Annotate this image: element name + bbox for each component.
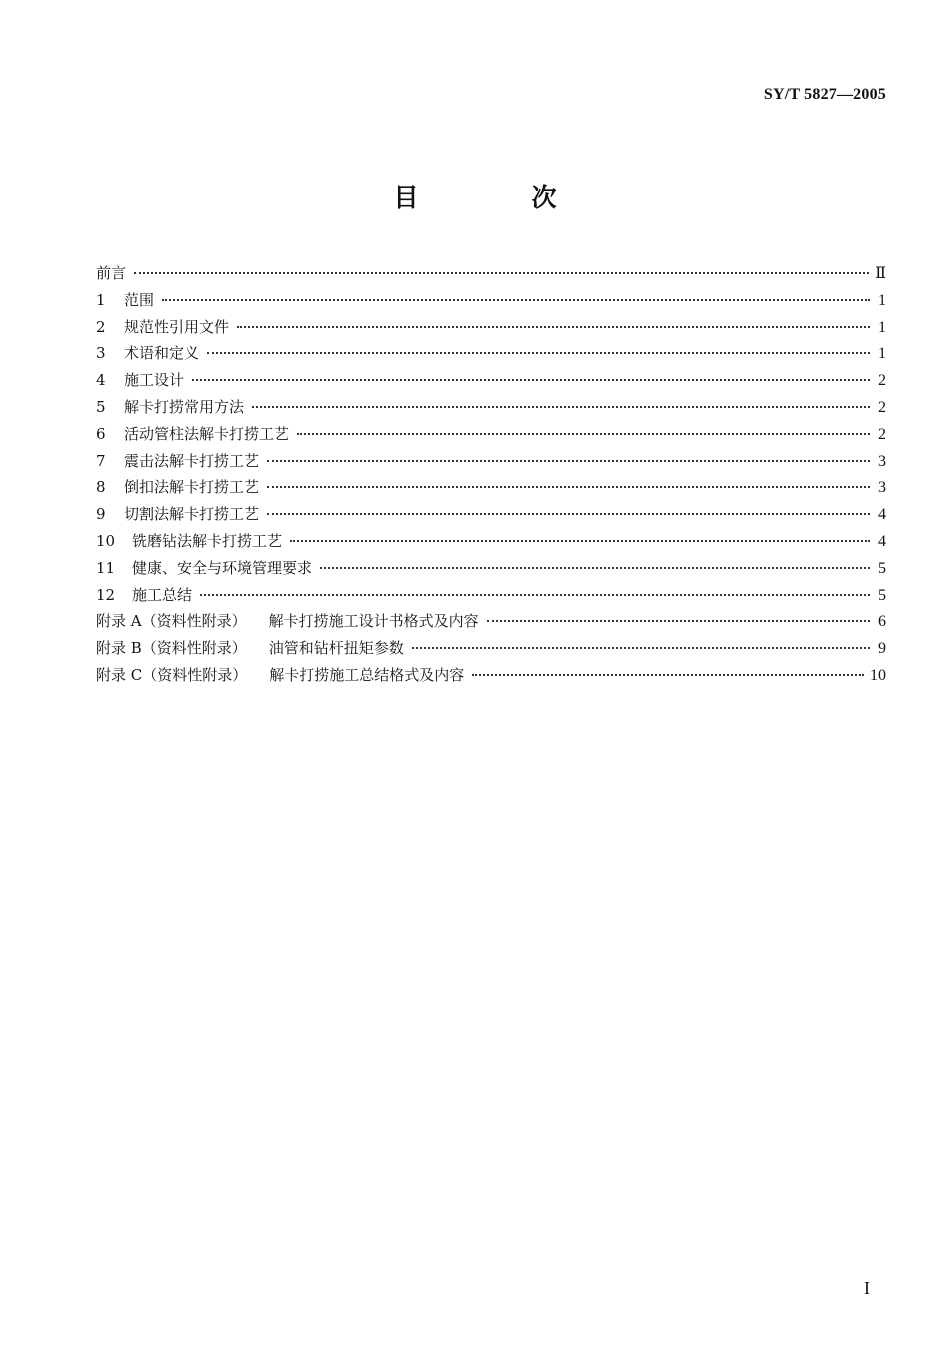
toc-entry-number: 6 <box>96 424 106 443</box>
dot-leader <box>472 660 864 676</box>
toc-entry-page: 1 <box>878 291 886 309</box>
toc-entry-page: 1 <box>878 345 886 363</box>
toc-entry-label: 铣磨钻法解卡打捞工艺 <box>132 531 283 550</box>
toc-entry-label: 活动管柱法解卡打捞工艺 <box>124 424 290 443</box>
toc-entry-number: 2 <box>96 317 106 336</box>
toc-entry-label: 范围 <box>124 290 155 309</box>
toc-entry-number: 3 <box>96 344 106 363</box>
toc-entry-page: Ⅱ <box>875 265 886 282</box>
dot-leader <box>297 419 870 435</box>
toc-entry-label: 解卡打捞施工设计书格式及内容 <box>268 612 479 631</box>
dot-leader <box>267 472 870 488</box>
toc-entry-label: 健康、安全与环境管理要求 <box>132 558 313 577</box>
toc-entry-label: 解卡打捞常用方法 <box>124 397 245 416</box>
dot-leader <box>412 633 870 649</box>
toc-entry-page: 6 <box>878 613 886 631</box>
toc-entry-appendix-c[interactable] <box>96 664 886 691</box>
toc-entry-number: 1 <box>96 290 106 309</box>
page-number: I <box>864 1278 870 1298</box>
toc-entry-label: 震击法解卡打捞工艺 <box>124 451 260 470</box>
toc-entry-page: 3 <box>878 479 886 497</box>
dot-leader <box>267 446 870 462</box>
dot-leader <box>252 392 870 408</box>
toc-entry-number: 10 <box>96 531 116 550</box>
toc-entry-page: 10 <box>870 666 886 684</box>
toc-entry-number: 12 <box>96 585 116 604</box>
toc-entry-page: 1 <box>878 318 886 336</box>
toc-entry-page: 4 <box>878 532 886 550</box>
dot-leader <box>207 338 870 354</box>
appendix-prefix: 附录 C（资料性附录） <box>96 665 248 684</box>
dot-leader <box>237 312 870 328</box>
toc-entry-number: 11 <box>96 558 116 577</box>
toc-entry-label: 油管和钻杆扭矩参数 <box>268 639 404 658</box>
toc-entry-page: 5 <box>878 559 886 577</box>
toc-entry-number: 4 <box>96 371 106 390</box>
appendix-prefix: 附录 B（资料性附录） <box>96 639 247 658</box>
toc-entry-page: 2 <box>878 398 886 416</box>
table-of-contents <box>96 262 886 691</box>
toc-entry-label: 术语和定义 <box>124 344 200 363</box>
toc-entry-page: 9 <box>878 640 886 658</box>
toc-entry-number: 9 <box>96 505 106 524</box>
toc-entry-number: 7 <box>96 451 106 470</box>
toc-entry-label: 施工总结 <box>132 585 193 604</box>
toc-entry-label: 前言 <box>96 264 127 282</box>
dot-leader <box>162 285 870 301</box>
dot-leader <box>320 553 870 569</box>
dot-leader <box>487 606 870 622</box>
toc-entry-label: 倒扣法解卡打捞工艺 <box>124 478 260 497</box>
dot-leader <box>200 580 870 596</box>
toc-entry-label: 规范性引用文件 <box>124 317 230 336</box>
toc-entry-label: 解卡打捞施工总结格式及内容 <box>269 665 465 684</box>
toc-entry-page: 5 <box>878 586 886 604</box>
toc-entry-label: 切割法解卡打捞工艺 <box>124 505 260 524</box>
dot-leader <box>134 258 869 274</box>
toc-entry-page: 4 <box>878 506 886 524</box>
toc-entry-number: 5 <box>96 397 106 416</box>
dot-leader <box>267 499 870 515</box>
appendix-prefix: 附录 A（资料性附录） <box>96 612 247 631</box>
toc-entry-number: 8 <box>96 478 106 497</box>
toc-title: 目 次 <box>393 183 601 212</box>
dot-leader <box>290 526 870 542</box>
standard-code: SY/T 5827—2005 <box>763 86 886 103</box>
toc-entry-page: 3 <box>878 452 886 470</box>
toc-entry-page: 2 <box>878 372 886 390</box>
toc-entry-label: 施工设计 <box>124 371 185 390</box>
toc-entry-page: 2 <box>878 425 886 443</box>
dot-leader <box>192 365 870 381</box>
